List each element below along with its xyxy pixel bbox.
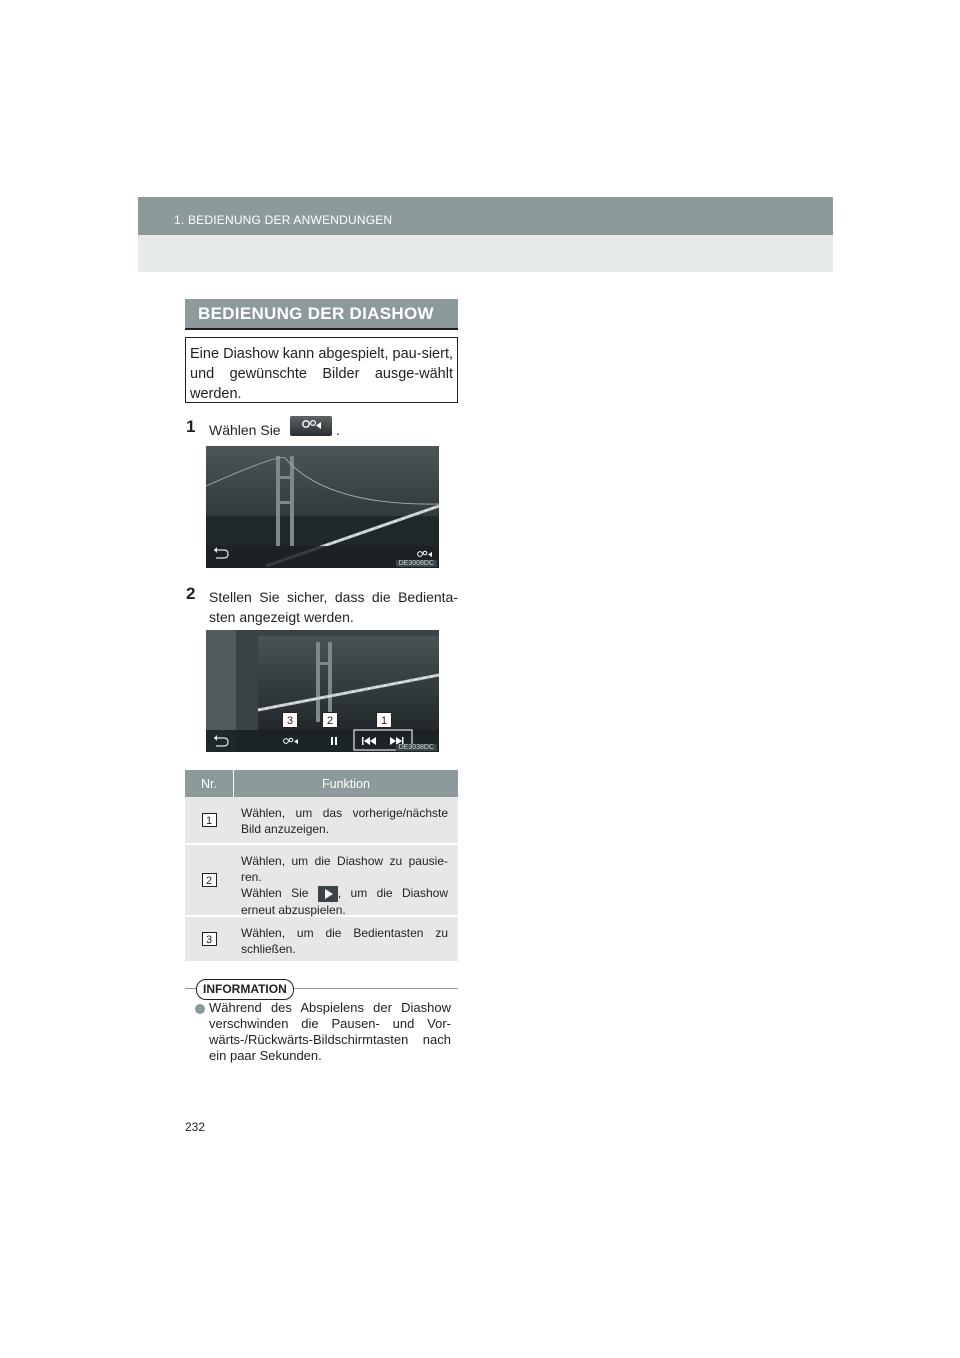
slideshow-screen-image	[206, 446, 439, 568]
figure-code: DE3008DC	[396, 560, 437, 567]
row-number: 3	[202, 932, 217, 946]
header-nr: Nr.	[201, 776, 217, 791]
row-function: Wählen, um das vorherige/nächste Bild anzuzeigen.	[241, 806, 448, 836]
row-function-line2-start: Wählen Sie	[241, 886, 309, 900]
function-table	[185, 770, 458, 963]
table-row	[185, 797, 458, 845]
section-divider	[185, 328, 458, 330]
section-title: BEDIENUNG DER DIASHOW	[198, 304, 434, 323]
chapter-header-band	[138, 235, 833, 272]
information-label: INFORMATION	[196, 979, 294, 1000]
figure-code: DE3038DC	[396, 744, 437, 751]
row-function-line1: Wählen, um die Diashow zu pausie-ren.	[241, 854, 448, 884]
step-2-number: 2	[186, 584, 196, 603]
step-1-number: 1	[186, 417, 196, 436]
chapter-title: 1. BEDIENUNG DER ANWENDUNGEN	[174, 213, 393, 227]
section-intro: Eine Diashow kann abgespielt, pau-siert, und gewünschte Bilder ausge-wählt werden.	[185, 337, 458, 403]
header-funktion: Funktion	[233, 770, 458, 797]
row-number: 2	[202, 873, 217, 887]
slideshow-options-icon	[290, 416, 332, 436]
step-1-punctuation: .	[336, 422, 340, 438]
callout-label: 2	[322, 712, 338, 728]
table-row	[185, 917, 458, 963]
table-row	[185, 845, 458, 917]
step-1-text: Wählen Sie	[209, 422, 281, 438]
step-2-text: Stellen Sie sicher, dass die Bedienta-sten angezeigt werden.	[209, 589, 458, 625]
bullet-icon	[195, 1004, 205, 1014]
callout-label: 3	[282, 712, 298, 728]
row-function: Wählen, um die Bedientasten zu schließen.	[241, 926, 448, 956]
information-text: Während des Abspielens der Diashow verschwinden die Pausen- und Vor-wärts-/Rückwärts-Bildschirmtasten nach ein paar Sekunden.	[209, 1000, 451, 1063]
play-icon	[318, 886, 338, 902]
row-function	[233, 845, 458, 915]
row-number: 1	[202, 813, 217, 827]
page-number: 232	[185, 1120, 206, 1134]
table-header	[185, 770, 458, 797]
slideshow-controls-screen-image	[206, 630, 439, 752]
callout-label: 1	[376, 712, 392, 728]
row-function-line2-end: , um die Diashow erneut abzuspielen.	[241, 886, 448, 917]
